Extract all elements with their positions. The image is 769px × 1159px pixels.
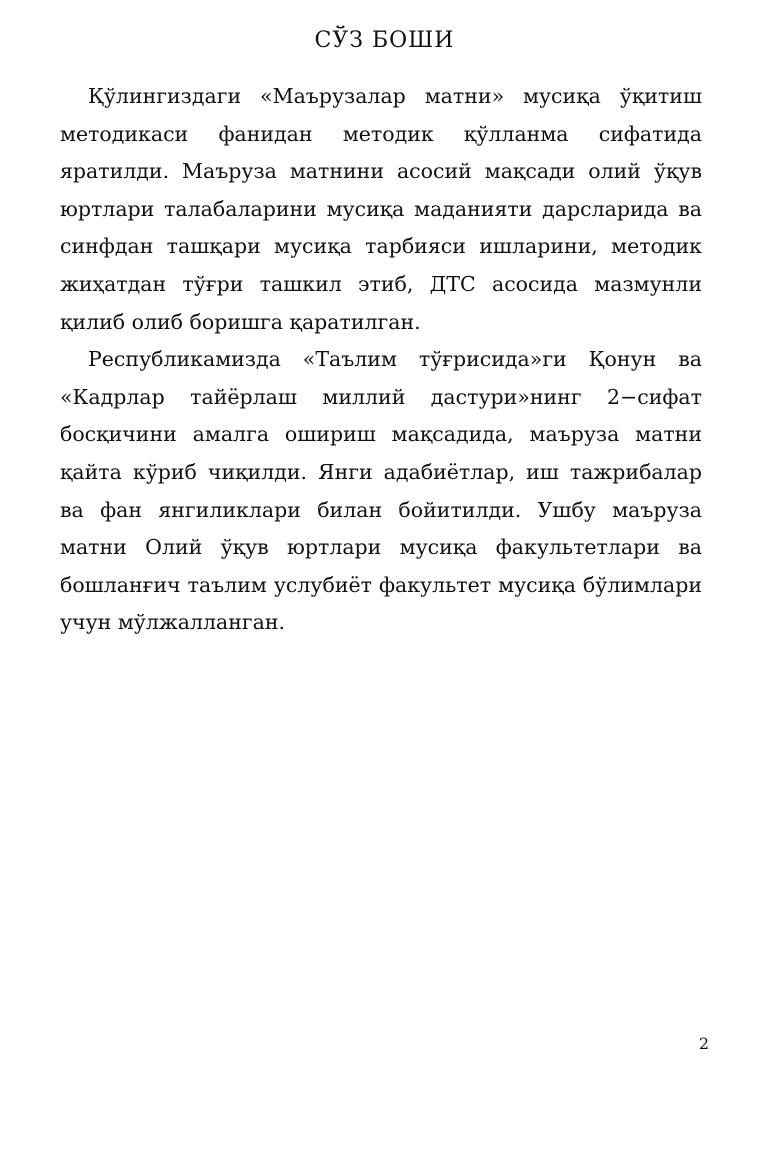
page-number: 2 xyxy=(698,1034,709,1053)
paragraph-intro: Қўлингиздаги «Маърузалар матни» мусиқа ўқитиш методикаси фанидан методик қўлланма сифатида яратилди. Маъруза матнини асосий мақсади олий ўқув юртлари талабаларини мусиқа маданияти дарсларида ва синфдан ташқари мусиқа тарбияси ишларини, методик жиҳатдан тўғри ташкил этиб, ДТС асосида мазмунли қилиб олиб боришга қаратилган. xyxy=(60,84,702,334)
paragraph-purpose: Республикамизда «Таълим тўғрисида»ги Қонун ва «Кадрлар тайёрлаш миллий дастури»нинг 2−сифат босқичини амалга ошириш мақсадида, маъруза матни қайта кўриб чиқилди. Янги адабиётлар, иш тажрибалар ва фан янгиликлари билан бойитилди. Ушбу маъруза матни Олий ўқув юртлари мусиқа факультетлари ва бошланғич таълим услубиёт факультет мусиқа бўлимлари учун мўлжалланган. xyxy=(60,347,702,635)
page-title: СЎЗ БОШИ xyxy=(314,28,455,53)
body-text xyxy=(60,78,702,642)
